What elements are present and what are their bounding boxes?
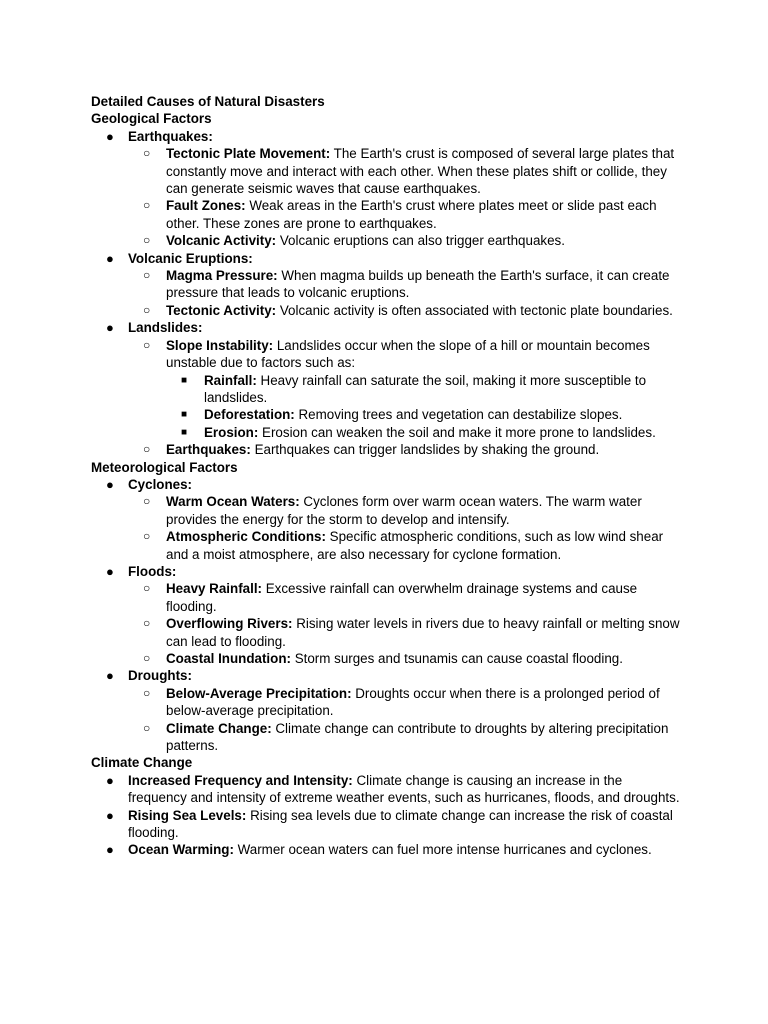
slope-factors-sublist [91, 372, 682, 442]
earthquakes-sublist [91, 145, 682, 249]
category-label: Cyclones: [128, 476, 192, 492]
category-label: Earthquakes: [128, 128, 213, 144]
list-item [91, 528, 682, 563]
item-term: Earthquakes: [166, 442, 251, 458]
item-text: Earthquakes can trigger landslides by shaking the ground. [250, 442, 600, 458]
list-item-earthquakes [91, 128, 682, 250]
meteorological-list [91, 476, 682, 755]
item-term: Magma Pressure: [166, 268, 278, 284]
section-heading-meteorological: Meteorological Factors [91, 459, 238, 475]
hollow-bullet-icon: ○ [143, 233, 151, 248]
item-text: Landslides occur when the slope of a hill or mountain becomes unstable due to factors such as: [166, 337, 650, 371]
list-item [91, 580, 682, 615]
filled-bullet-icon: ● [106, 128, 114, 144]
square-bullet-icon: ■ [181, 409, 188, 421]
item-term: Increased Frequency and Intensity: [128, 772, 353, 788]
list-item [91, 807, 682, 842]
item-text: Cyclones form over warm ocean waters. The warm water provides the energy for the storm to develop and intensify. [166, 494, 642, 527]
climate-change-list [91, 772, 682, 859]
item-text: Droughts occur when there is a prolonged period of below-average precipitation. [166, 685, 660, 719]
list-item [91, 772, 682, 807]
filled-bullet-icon: ● [106, 250, 114, 266]
hollow-bullet-icon: ○ [143, 146, 151, 161]
hollow-bullet-icon: ○ [143, 651, 151, 665]
hollow-bullet-icon: ○ [143, 198, 151, 213]
list-item-volcanic-eruptions [91, 250, 682, 320]
list-item [91, 441, 682, 458]
category-label: Droughts: [128, 668, 192, 684]
filled-bullet-icon: ● [106, 476, 114, 492]
item-term: Erosion: [204, 424, 259, 440]
list-item [91, 424, 682, 441]
list-item [91, 406, 682, 423]
list-item [91, 615, 682, 650]
item-text: When magma builds up beneath the Earth's surface, it can create pressure that leads to volcanic eruptions. [166, 268, 670, 301]
item-text: Warmer ocean waters can fuel more intense hurricanes and cyclones. [233, 842, 652, 858]
hollow-bullet-icon: ○ [143, 494, 151, 509]
item-text: Climate change is causing an increase in the frequency and intensity of extreme weather events, such as hurricanes, floods, and droughts. [128, 772, 680, 806]
filled-bullet-icon: ● [106, 842, 114, 858]
hollow-bullet-icon: ○ [143, 337, 151, 352]
section-heading-geological: Geological Factors [91, 111, 212, 127]
list-item-cyclones [91, 476, 682, 563]
filled-bullet-icon: ● [106, 563, 114, 579]
item-term: Overflowing Rivers: [166, 616, 293, 632]
list-item [91, 267, 682, 302]
item-term: Ocean Warming: [128, 842, 234, 858]
item-term: Heavy Rainfall: [166, 581, 263, 597]
geological-list [91, 128, 682, 459]
hollow-bullet-icon: ○ [143, 616, 151, 631]
filled-bullet-icon: ● [106, 772, 114, 788]
item-text: Storm surges and tsunamis can cause coastal flooding. [290, 651, 623, 666]
item-text: The Earth's crust is composed of several large plates that constantly move and interact with each other. When these plates shift or collide, they can generate seismic waves that cause earthquakes. [166, 146, 675, 197]
item-term: Rising Sea Levels: [128, 807, 247, 823]
list-item [91, 685, 682, 720]
hollow-bullet-icon: ○ [143, 720, 151, 735]
list-item [91, 841, 682, 858]
item-text: Climate change can contribute to droughts by altering precipitation patterns. [166, 720, 669, 754]
cyclones-sublist [91, 493, 682, 563]
item-text: Heavy rainfall can saturate the soil, making it more susceptible to landslides. [204, 372, 647, 405]
hollow-bullet-icon: ○ [143, 302, 151, 317]
item-term: Atmospheric Conditions: [166, 529, 326, 545]
list-item-droughts [91, 667, 682, 754]
floods-sublist [91, 580, 682, 667]
volcanic-sublist [91, 267, 682, 319]
category-label: Floods: [128, 563, 177, 579]
hollow-bullet-icon: ○ [143, 442, 151, 457]
item-text: Excessive rainfall can overwhelm drainage systems and cause flooding. [166, 581, 638, 614]
hollow-bullet-icon: ○ [143, 268, 151, 283]
item-text: Weak areas in the Earth's crust where plates meet or slide past each other. These zones are prone to earthquakes. [166, 198, 657, 231]
list-item [91, 302, 682, 319]
list-item [91, 720, 682, 755]
filled-bullet-icon: ● [106, 668, 114, 684]
item-term: Deforestation: [204, 407, 295, 423]
item-term: Rainfall: [204, 372, 257, 388]
item-term: Volcanic Activity: [166, 233, 277, 249]
list-item [91, 197, 682, 232]
hollow-bullet-icon: ○ [143, 529, 151, 544]
list-item [91, 145, 682, 197]
item-term: Fault Zones: [166, 198, 246, 214]
square-bullet-icon: ■ [181, 374, 188, 386]
item-term: Below-Average Precipitation: [166, 685, 352, 701]
hollow-bullet-icon: ○ [143, 685, 151, 700]
list-item [91, 232, 682, 249]
item-text: Removing trees and vegetation can destabilize slopes. [294, 407, 623, 423]
item-text: Rising sea levels due to climate change can increase the risk of coastal flooding. [128, 807, 673, 841]
item-text: Erosion can weaken the soil and make it more prone to landslides. [258, 424, 656, 440]
list-item-floods [91, 563, 682, 667]
item-text: Specific atmospheric conditions, such as low wind shear and a moist atmosphere, are also necessary for cyclone formation. [166, 529, 664, 562]
document-title: Detailed Causes of Natural Disasters [91, 94, 325, 109]
list-item [91, 337, 682, 441]
list-item [91, 372, 682, 407]
category-label: Volcanic Eruptions: [128, 250, 253, 266]
item-text: Volcanic eruptions can also trigger earthquakes. [276, 233, 565, 249]
item-term: Tectonic Activity: [166, 302, 277, 318]
item-term: Slope Instability: [166, 337, 274, 353]
category-label: Landslides: [128, 320, 203, 336]
item-term: Tectonic Plate Movement: [166, 146, 331, 162]
item-term: Warm Ocean Waters: [166, 494, 300, 510]
section-heading-climate-change: Climate Change [91, 755, 193, 771]
list-item [91, 650, 682, 667]
list-item [91, 493, 682, 528]
filled-bullet-icon: ● [106, 320, 114, 336]
list-item-landslides [91, 319, 682, 458]
landslides-sublist [91, 337, 682, 459]
item-text: Volcanic activity is often associated with tectonic plate boundaries. [276, 302, 673, 318]
item-term: Climate Change: [166, 720, 272, 736]
item-term: Coastal Inundation: [166, 651, 291, 666]
filled-bullet-icon: ● [106, 807, 114, 823]
item-text: Rising water levels in rivers due to heavy rainfall or melting snow can lead to flooding. [166, 616, 680, 649]
hollow-bullet-icon: ○ [143, 581, 151, 596]
square-bullet-icon: ■ [181, 426, 188, 438]
droughts-sublist [91, 685, 682, 755]
